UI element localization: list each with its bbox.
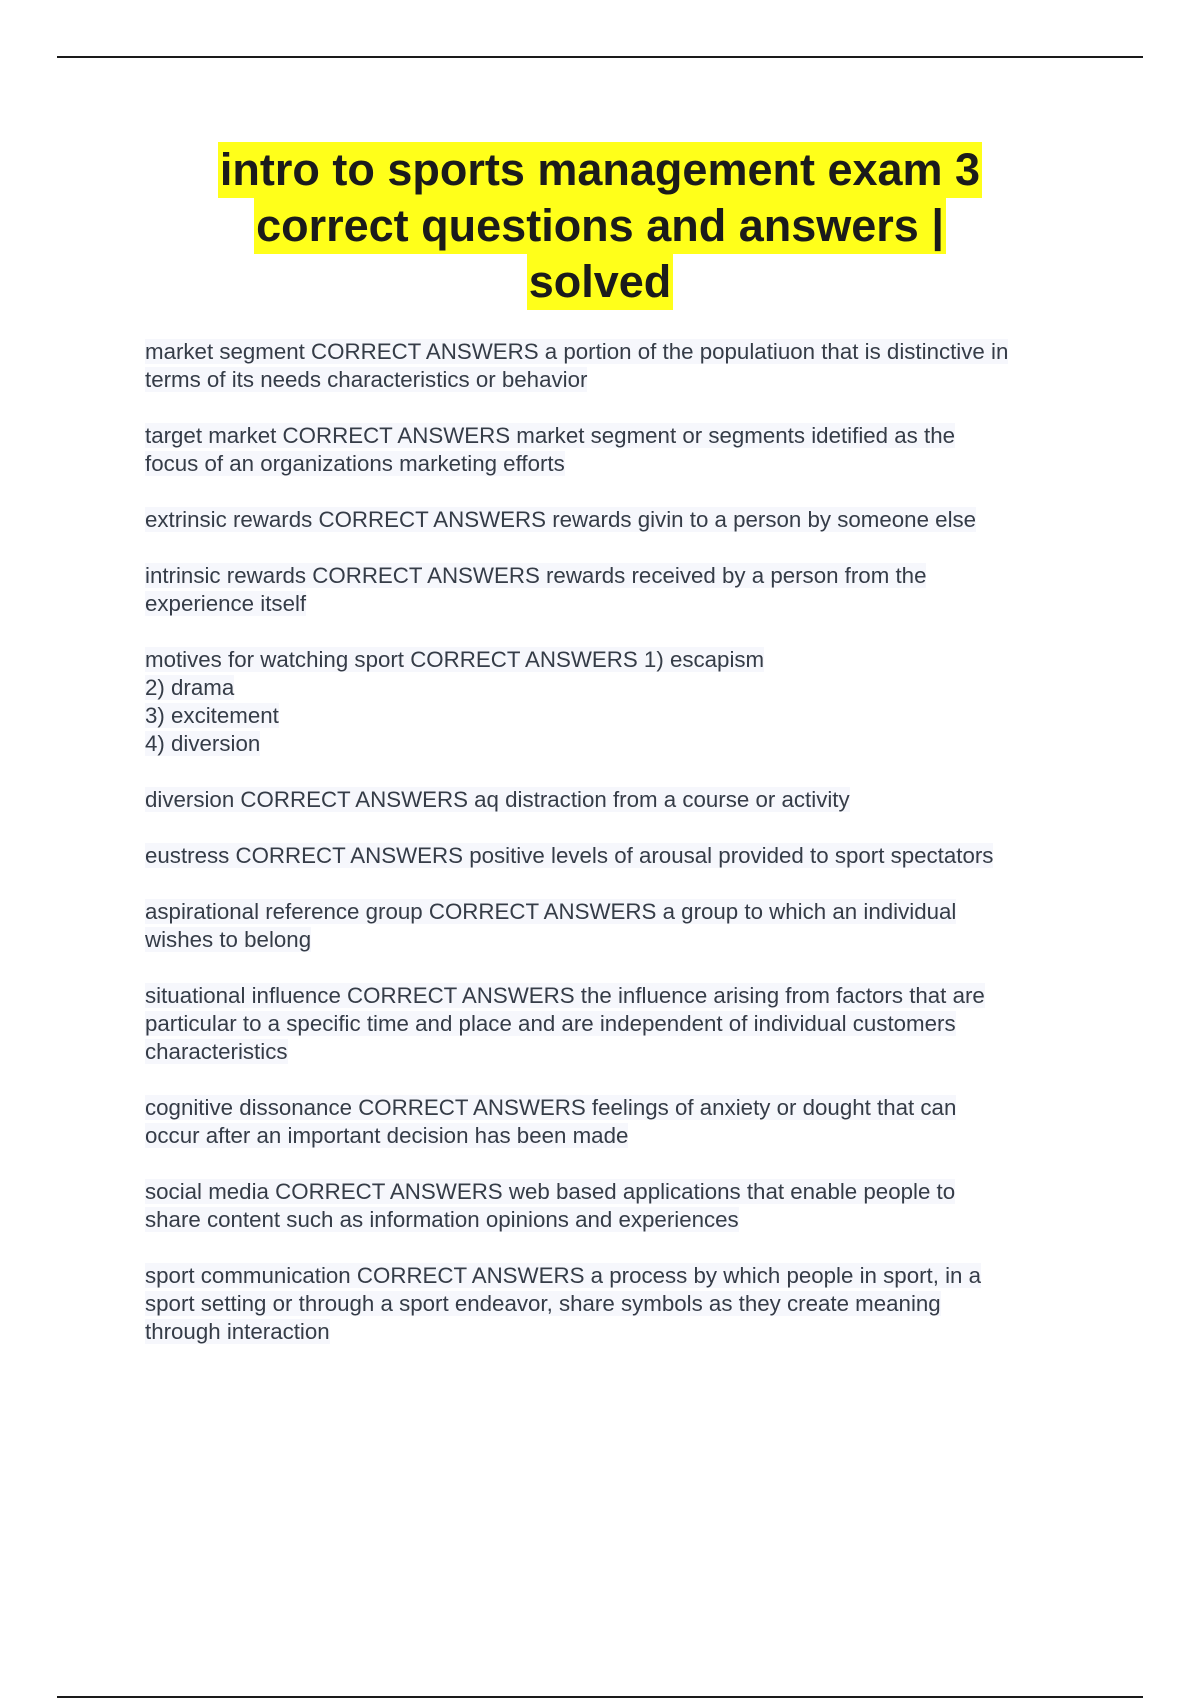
qa-entry-situational-influence — [145, 982, 1095, 1066]
title-line-1: intro to sports management exam 3 — [218, 142, 982, 198]
qa-entry-target-market — [145, 422, 1095, 478]
entry-text-line: 2) drama — [145, 675, 235, 700]
title-line-2: correct questions and answers | — [254, 198, 946, 254]
entry-text-line: sport communication CORRECT ANSWERS a process by which people in sport, in a — [145, 1263, 982, 1288]
entry-text-line: 4) diversion — [145, 731, 261, 756]
qa-entry-aspirational-reference-group — [145, 898, 1095, 954]
entry-text-line: through interaction — [145, 1319, 330, 1344]
entry-text-line: 3) excitement — [145, 703, 279, 728]
entry-text-line: focus of an organizations marketing efforts — [145, 451, 565, 476]
entry-text-line: situational influence CORRECT ANSWERS the influence arising from factors that are — [145, 983, 985, 1008]
bottom-rule — [57, 1696, 1143, 1698]
entry-text-line: occur after an important decision has been made — [145, 1123, 629, 1148]
entry-text-line: terms of its needs characteristics or behavior — [145, 367, 588, 392]
qa-entry-sport-communication — [145, 1262, 1095, 1346]
entry-text-line: experience itself — [145, 591, 307, 616]
entry-text-line: aspirational reference group CORRECT ANSWERS a group to which an individual — [145, 899, 957, 924]
entry-text-line: wishes to belong — [145, 927, 312, 952]
entry-text-line: social media CORRECT ANSWERS web based applications that enable people to — [145, 1179, 956, 1204]
entry-text-line: sport setting or through a sport endeavor, share symbols as they create meaning — [145, 1291, 941, 1316]
entry-text-line: diversion CORRECT ANSWERS aq distraction from a course or activity — [145, 787, 850, 812]
entry-text-line: share content such as information opinions and experiences — [145, 1207, 739, 1232]
entry-text-line: target market CORRECT ANSWERS market segment or segments idetified as the — [145, 423, 956, 448]
entry-text-line: particular to a specific time and place and are independent of individual customers — [145, 1011, 956, 1036]
title-line-3: solved — [527, 254, 674, 310]
entry-text-line: extrinsic rewards CORRECT ANSWERS rewards givin to a person by someone else — [145, 507, 977, 532]
entry-text-line: motives for watching sport CORRECT ANSWERS 1) escapism — [145, 647, 765, 672]
qa-entry-extrinsic-rewards — [145, 506, 1095, 534]
entry-text-line: characteristics — [145, 1039, 288, 1064]
qa-entry-cognitive-dissonance — [145, 1094, 1095, 1150]
document-title — [100, 142, 1100, 310]
qa-list — [145, 338, 1095, 1374]
entry-text-line: eustress CORRECT ANSWERS positive levels of arousal provided to sport spectators — [145, 843, 994, 868]
qa-entry-market-segment — [145, 338, 1095, 394]
qa-entry-intrinsic-rewards — [145, 562, 1095, 618]
top-rule — [57, 56, 1143, 58]
entry-text-line: market segment CORRECT ANSWERS a portion of the populatiuon that is distinctive in — [145, 339, 1009, 364]
qa-entry-social-media — [145, 1178, 1095, 1234]
qa-entry-diversion — [145, 786, 1095, 814]
qa-entry-eustress — [145, 842, 1095, 870]
entry-text-line: intrinsic rewards CORRECT ANSWERS rewards received by a person from the — [145, 563, 927, 588]
qa-entry-motives — [145, 646, 1095, 758]
entry-text-line: cognitive dissonance CORRECT ANSWERS feelings of anxiety or dought that can — [145, 1095, 957, 1120]
